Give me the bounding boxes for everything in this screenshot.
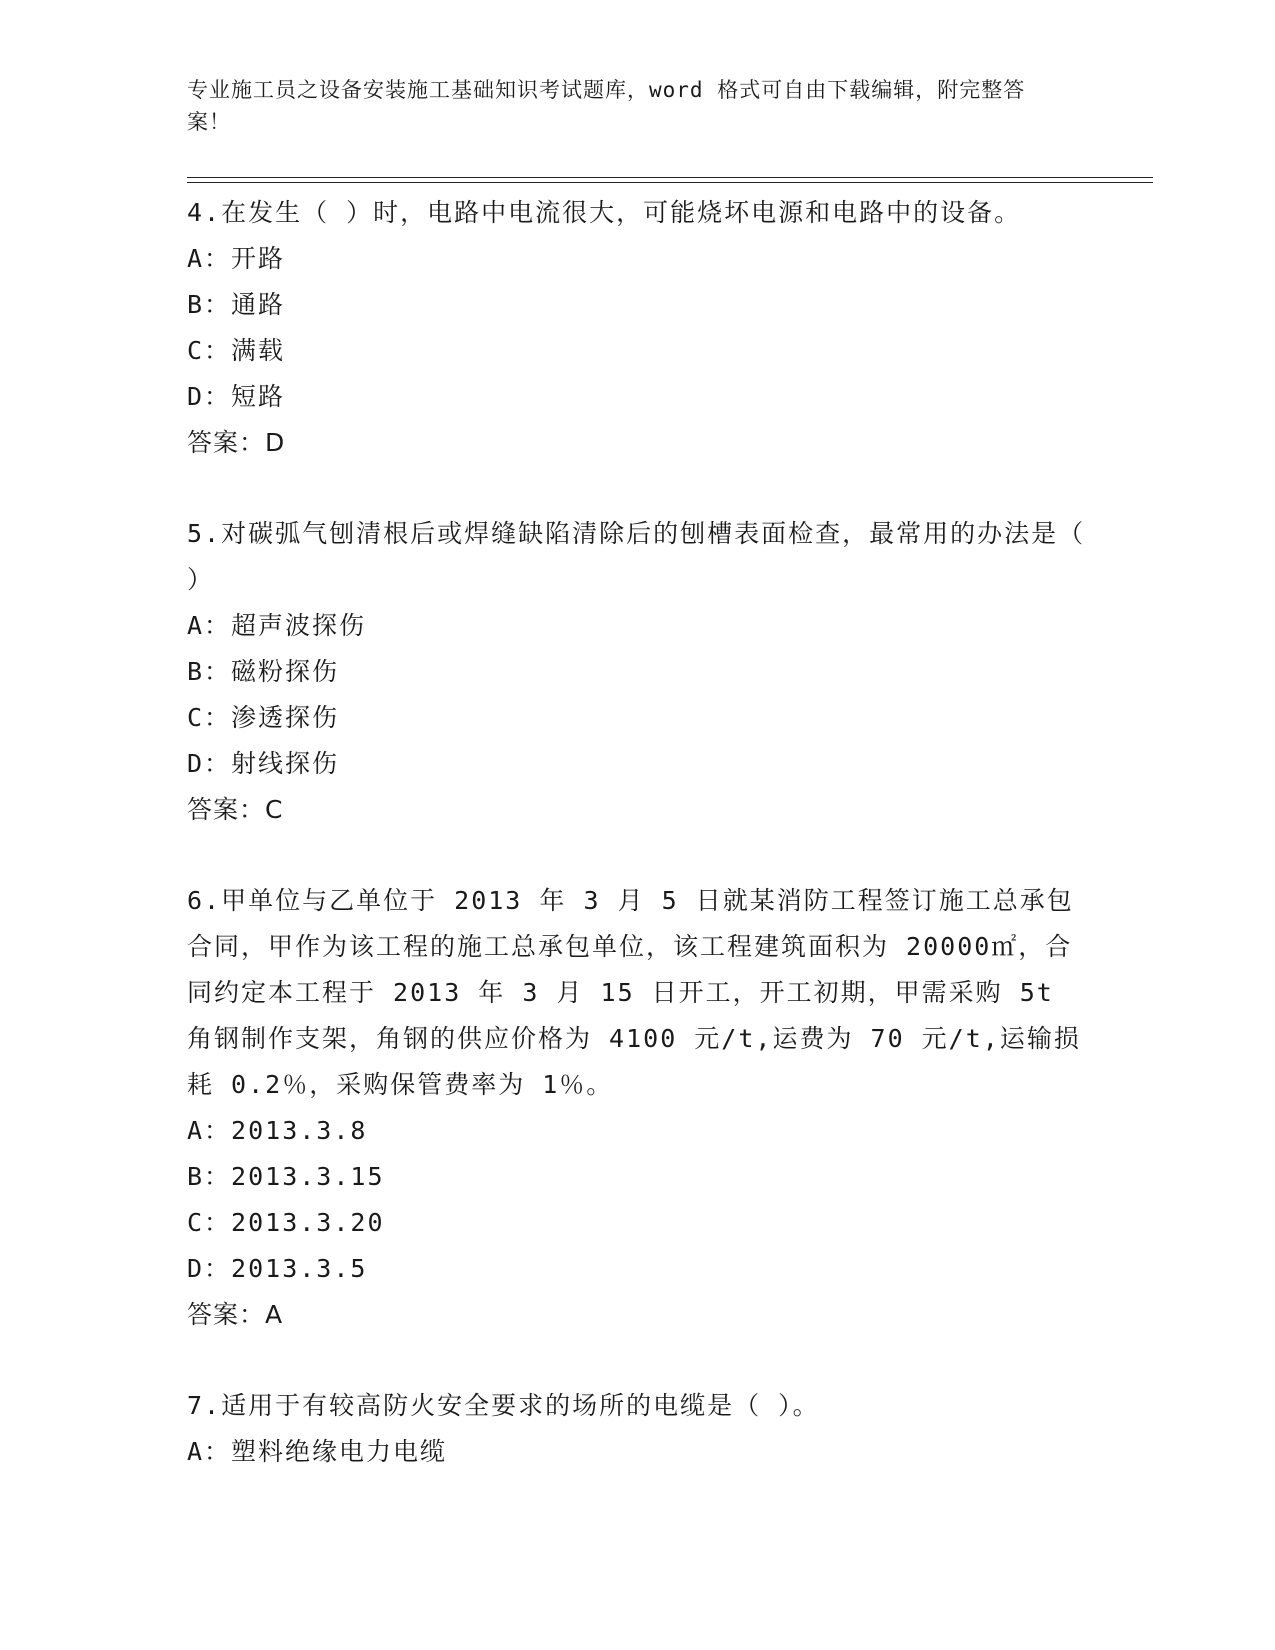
question-6 (187, 878, 1087, 1338)
spacer (187, 833, 1087, 878)
question-5-option-b: B：磁粉探伤 (187, 657, 340, 686)
spacer (187, 1338, 1087, 1383)
header-divider-top (187, 177, 1153, 178)
question-5-option-d: D：射线探伤 (187, 749, 340, 778)
question-5-option-c: C：渗透探伤 (187, 703, 340, 732)
question-6-option-a: A：2013.3.8 (187, 1116, 368, 1145)
question-6-option-c: C：2013.3.20 (187, 1208, 385, 1237)
document-header: 专业施工员之设备安装施工基础知识考试题库，word 格式可自由下载编辑，附完整答案！ (187, 78, 1026, 134)
question-6-option-d: D：2013.3.5 (187, 1254, 368, 1283)
question-4 (187, 190, 1087, 466)
question-7-text: 7.适用于有较高防火安全要求的场所的电缆是（ ）。 (187, 1391, 820, 1420)
question-4-option-a: A：开路 (187, 244, 286, 273)
question-5 (187, 511, 1103, 833)
question-4-answer: 答案：D (187, 428, 286, 457)
question-4-text: 4.在发生（ ）时，电路中电流很大，可能烧坏电源和电路中的设备。 (187, 198, 1022, 227)
header-divider-bottom (187, 182, 1153, 183)
spacer (187, 466, 1087, 511)
question-4-option-d: D：短路 (187, 382, 286, 411)
question-5-option-a: A：超声波探伤 (187, 611, 367, 640)
question-7 (187, 1383, 1087, 1475)
question-list (187, 190, 1103, 1475)
question-4-option-b: B：通路 (187, 290, 286, 319)
question-6-text: 6.甲单位与乙单位于 2013 年 3 月 5 日就某消防工程签订施工总承包合同，甲作为该工程的施工总承包单位，该工程建筑面积为 20000㎡，合同约定本工程于 2013 年 3 月 15 日开工，开工初期，甲需采购 5t 角钢制作支架，角钢的供应价格为 4100 元/t,运费为 70 元/t,运输损耗 0.2％，采购保管费率为 1％。 (187, 886, 1081, 1099)
question-6-option-b: B：2013.3.15 (187, 1162, 385, 1191)
question-7-option-a: A：塑料绝缘电力电缆 (187, 1437, 448, 1466)
question-4-option-c: C：满载 (187, 336, 286, 365)
question-6-answer: 答案：A (187, 1300, 284, 1329)
question-5-text: 5.对碳弧气刨清根后或焊缝缺陷清除后的刨槽表面检查，最常用的办法是（ ） (187, 519, 1103, 594)
question-5-answer: 答案：C (187, 795, 284, 824)
